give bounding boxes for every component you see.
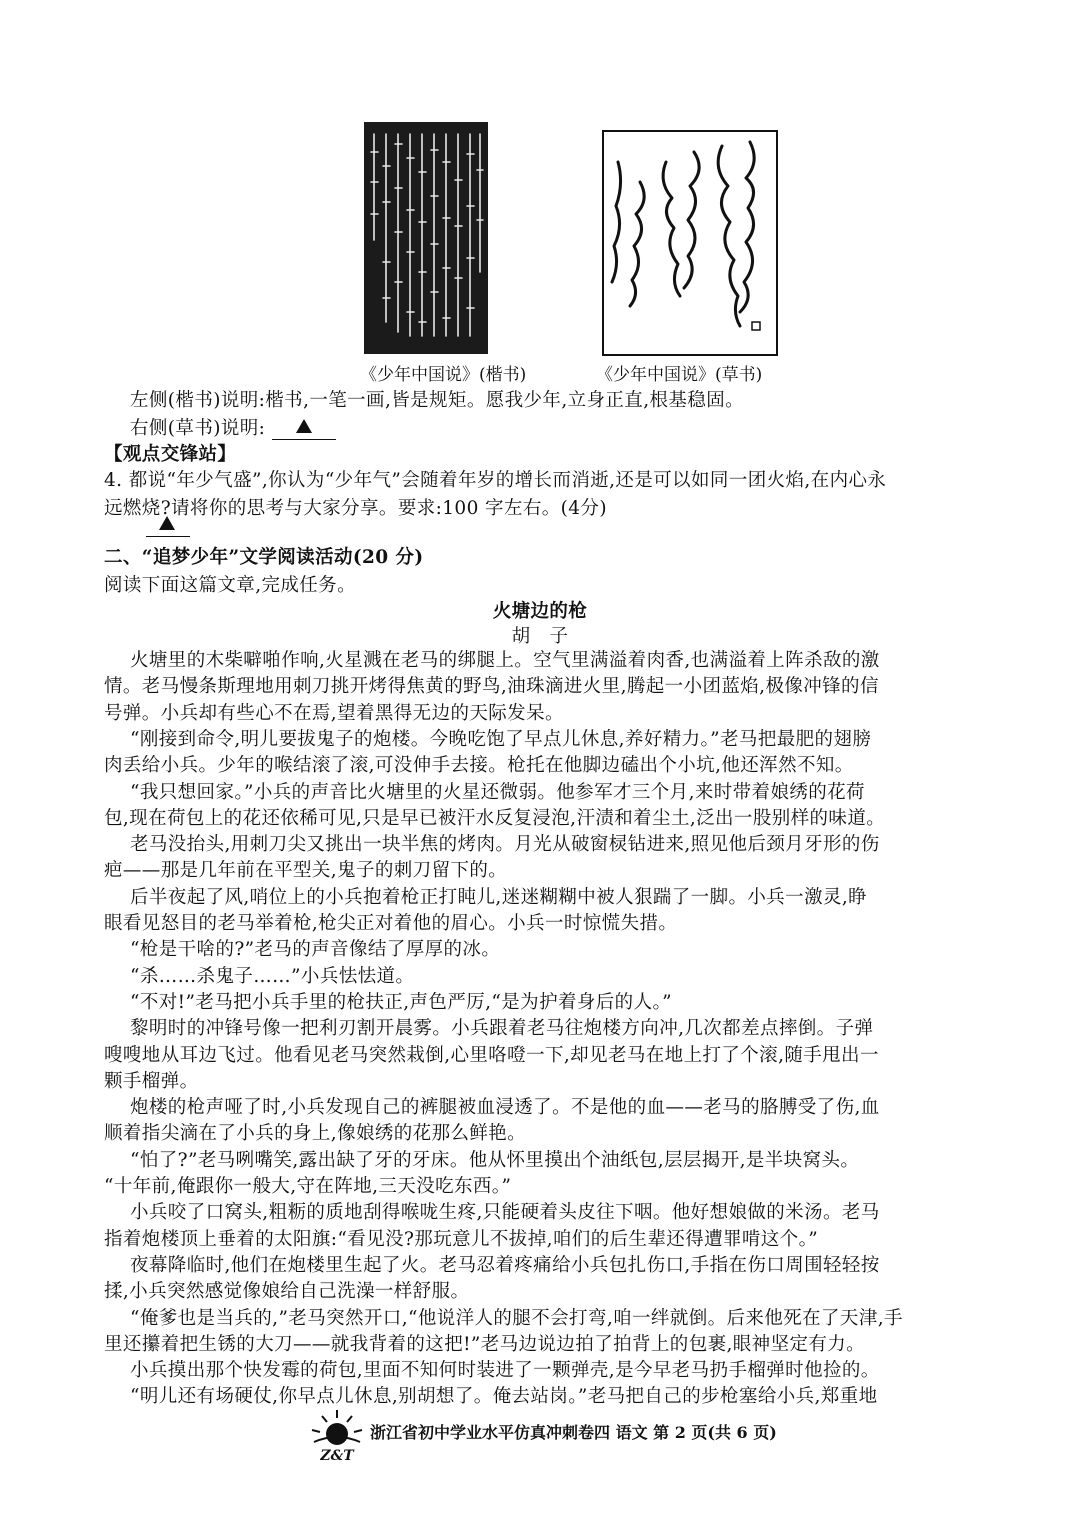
article-line: 顺着指尖滴在了小兵的身上,像娘绣的花那么鲜艳。 [104, 1123, 527, 1145]
q4-answer-blank[interactable] [146, 512, 190, 537]
article-line: 疤——那是几年前在平型关,鬼子的刺刀留下的。 [104, 860, 508, 882]
calligraphy-caoshu-image [602, 130, 778, 356]
article-author: 胡 子 [511, 626, 569, 647]
article-line: 黎明时的冲锋号像一把利刃割开晨雾。小兵跟着老马往炮楼方向冲,几次都差点摔倒。子弹 [130, 1018, 874, 1040]
article-line: “明儿还有场硬仗,你早点儿休息,别胡想了。俺去站岗。”老马把自己的步枪塞给小兵,郑重地 [130, 1386, 878, 1408]
article-line: 嗖嗖地从耳边飞过。他看见老马突然栽倒,心里咯噔一下,却见老马在地上打了个滚,随手甩出一 [104, 1044, 879, 1066]
article-line: “十年前,俺跟你一般大,守在阵地,三天没吃东西。” [104, 1176, 512, 1197]
article-line: 眼看见怒目的老马举着枪,枪尖正对着他的眉心。小兵一时惊慌失措。 [104, 913, 678, 934]
article-line: 包,现在荷包上的花还依稀可见,只是早已被汗水反复浸泡,汗渍和着尘土,泛出一股别样的味道。 [104, 807, 886, 829]
section-viewpoint-heading: 【观点交锋站】 [104, 444, 237, 465]
answer-blank-triangle-icon [296, 419, 312, 433]
article-line: 火塘里的木柴噼啪作响,火星溅在老马的绑腿上。空气里满溢着肉香,也满溢着上阵杀敌的激 [130, 650, 880, 671]
article-line: 里还攥着把生锈的大刀——就我背着的这把!”老马边说边拍了拍背上的包裹,眼神坚定有力。 [104, 1333, 866, 1355]
article-line: 揉,小兵突然感觉像娘给自己洗澡一样舒服。 [104, 1281, 470, 1303]
article-line: “杀……杀鬼子……”小兵怯怯道。 [130, 965, 415, 987]
article-line: 肉丢给小兵。少年的喉结滚了滚,可没伸手去接。枪托在他脚边磕出个小坑,他还浑然不知。 [104, 755, 854, 777]
article-title: 火塘边的枪 [492, 601, 588, 622]
article-line: “刚接到命令,明儿要拔鬼子的炮楼。今晚吃饱了早点儿休息,养好精力。”老马把最肥的翅膀 [130, 728, 872, 750]
calligraphy-kaishu-image [364, 122, 488, 354]
article-line: 指着炮楼顶上垂着的太阳旗:“看见没?那玩意儿不拔掉,咱们的后生辈还得遭罪啃这个。” [104, 1228, 819, 1250]
caoshu-calligraphy-icon [604, 132, 772, 350]
article-line: 号弹。小兵却有些心不在焉,望着黑得无边的天际发呆。 [104, 702, 564, 724]
article-line: 后半夜起了风,哨位上的小兵抱着枪正打盹儿,迷迷糊糊中被人狠踹了一脚。小兵一激灵,睁 [130, 886, 868, 908]
article-line: “不对!”老马把小兵手里的枪扶正,声色严厉,“是为护着身后的人。” [130, 991, 672, 1013]
footer-logo-text: Z&T [320, 1448, 354, 1464]
sun-logo-icon [308, 1408, 366, 1464]
q3-left-description: 左侧(楷书)说明:楷书,一笔一画,皆是规矩。愿我少年,立身正直,根基稳固。 [130, 390, 744, 411]
q4-line-1: 4. 都说“年少气盛”,你认为“少年气”会随着年岁的增长而消逝,还是可以如同一团火焰,在内心永 [104, 470, 887, 491]
article-line: 小兵摸出那个快发霉的荷包,里面不知何时装进了一颗弹壳,是今早老马扔手榴弹时他捡的。 [130, 1360, 880, 1382]
article-line: 炮楼的枪声哑了时,小兵发现自己的裤腿被血浸透了。不是他的血——老马的胳膊受了伤,血 [130, 1097, 880, 1119]
article-line: “怕了?”老马咧嘴笑,露出缺了牙的牙床。他从怀里摸出个油纸包,层层揭开,是半块窝头。 [130, 1149, 860, 1171]
article-line: “枪是干啥的?”老马的声音像结了厚厚的冰。 [130, 939, 501, 961]
article-line: 情。老马慢条斯理地用刺刀挑开烤得焦黄的野鸟,油珠滴进火里,腾起一小团蓝焰,极像冲锋的信 [104, 676, 879, 698]
part2-instruction: 阅读下面这篇文章,完成任务。 [104, 575, 356, 596]
q3-right-description-line [130, 414, 336, 440]
article-line: “俺爹也是当兵的,”老马突然开口,“他说洋人的腿不会打弯,咱一绊就倒。后来他死在了天津,手 [130, 1307, 903, 1329]
article-line: 老马没抬头,用刺刀尖又挑出一块半焦的烤肉。月光从破窗棂钻进来,照见他后颈月牙形的伤 [130, 834, 880, 856]
article-line: 夜幕降临时,他们在炮楼里生起了火。老马忍着疼痛给小兵包扎伤口,手指在伤口周围轻轻按 [130, 1254, 880, 1276]
answer-blank-triangle-icon [159, 516, 175, 530]
kaishu-calligraphy-icon [364, 122, 488, 354]
q3-answer-blank[interactable] [272, 419, 336, 440]
q3-right-description: 右侧(草书)说明: [130, 418, 266, 439]
caption-caoshu: 《少年中国说》(草书) [596, 365, 763, 385]
article-line: 颗手榴弹。 [104, 1070, 199, 1092]
article-line: 小兵咬了口窝头,粗粝的质地刮得喉咙生疼,只能硬着头皮往下咽。他好想娘做的米汤。老马 [130, 1202, 880, 1224]
q4-line-2: 远燃烧?请将你的思考与大家分享。要求:100 字左右。(4分) [104, 498, 607, 519]
article-line: “我只想回家。”小兵的声音比火塘里的火星还微弱。他参军才三个月,来时带着娘绣的花荷 [130, 781, 865, 803]
caption-kaishu: 《少年中国说》(楷书) [360, 365, 527, 385]
footer-page-info: 浙江省初中学业水平仿真冲刺卷四 语文 第 2 页(共 6 页) [370, 1423, 777, 1442]
part2-heading: 二、“追梦少年”文学阅读活动(20 分) [104, 547, 424, 568]
page-footer [0, 1408, 1080, 1468]
